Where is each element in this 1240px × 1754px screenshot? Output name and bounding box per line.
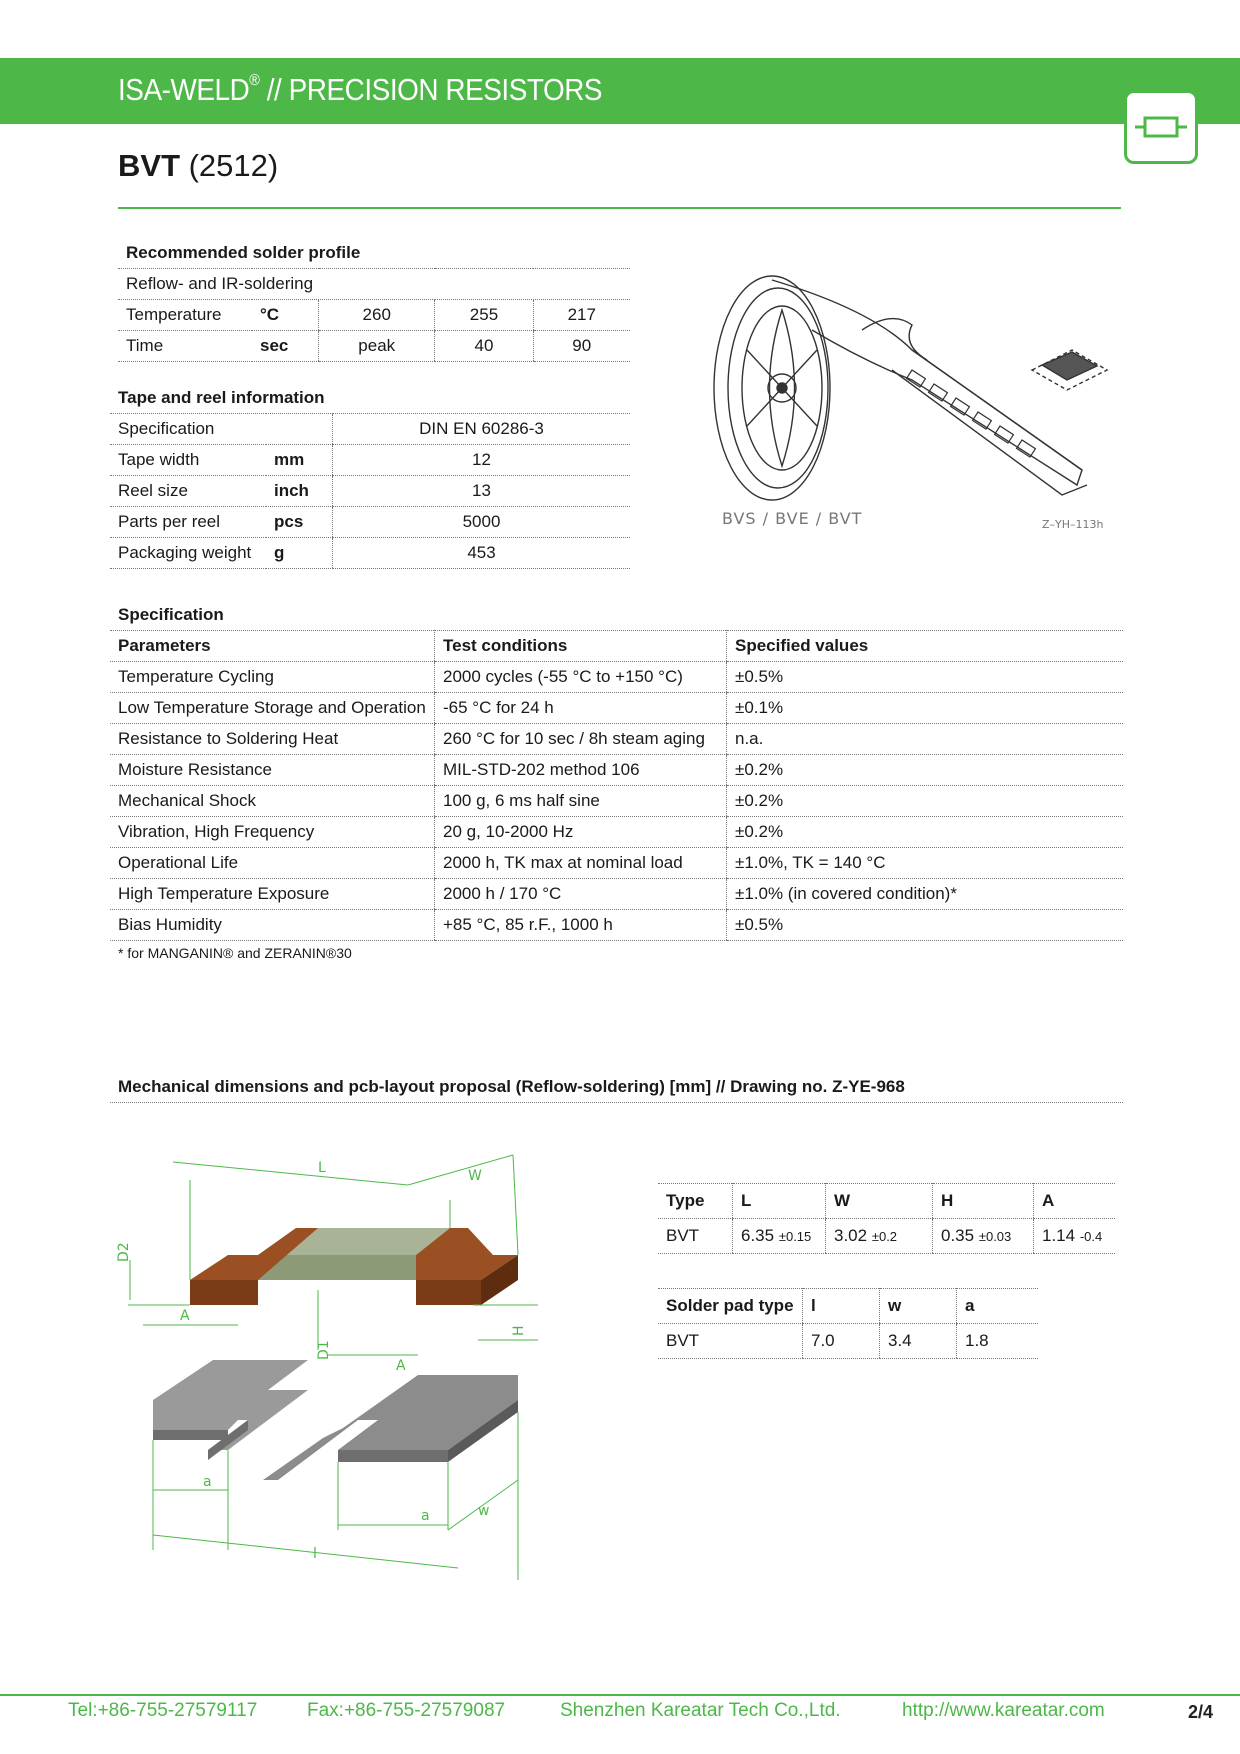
table-row: Packaging weight g 453 [110, 538, 630, 569]
solder-profile-table [118, 238, 630, 362]
table-row: Reel size inch 13 [110, 476, 630, 507]
table-row: BVT 6.35 ±0.15 3.02 ±0.2 0.35 ±0.03 1.14 -0.4 [658, 1219, 1115, 1254]
dim-label-A2: A [396, 1358, 406, 1374]
product-title: BVT (2512) [118, 148, 279, 183]
footer-fax: Fax:+86-755-27579087 [307, 1700, 506, 1721]
dim-label-a1: a [203, 1474, 212, 1490]
table-row: Mechanical Shock 100 g, 6 ms half sine ±0.2% [110, 786, 1123, 817]
table-row: Resistance to Soldering Heat 260 °C for 10 sec / 8h steam aging n.a. [110, 724, 1123, 755]
table-row: Time sec peak 40 90 [118, 331, 630, 362]
table-header-row: Parameters Test conditions Specified values [110, 631, 1123, 662]
table-row: Temperature °C 260 255 217 [118, 300, 630, 331]
solder-pad-section [658, 1288, 1038, 1359]
table-row: BVT 7.0 3.4 1.8 [658, 1324, 1038, 1359]
table-row: Low Temperature Storage and Operation -65 °C for 24 h ±0.1% [110, 693, 1123, 724]
specification-title: Specification [118, 605, 224, 624]
table-row: High Temperature Exposure 2000 h / 170 °C ±1.0% (in covered condition)* [110, 879, 1123, 910]
dim-label-L: L [318, 1160, 326, 1176]
dim-label-D1: D1 [316, 1340, 332, 1360]
dim-label-w: w [478, 1503, 490, 1519]
reel-code: Z–YH–113h [1042, 518, 1104, 531]
tape-reel-section [110, 383, 630, 569]
mechanical-title: Mechanical dimensions and pcb-layout proposal (Reflow-soldering) [mm] // Drawing no. Z-YE-968 [118, 1077, 905, 1096]
reel-caption: BVS / BVE / BVT [722, 509, 863, 528]
specification-footnote: * for MANGANIN® and ZERANIN®30 [118, 945, 352, 961]
solder-pads-drawing [153, 1360, 518, 1480]
tape-reel-title: Tape and reel information [110, 383, 630, 414]
table-row: Operational Life 2000 h, TK max at nominal load ±1.0%, TK = 140 °C [110, 848, 1123, 879]
table-row: Bias Humidity +85 °C, 85 r.F., 1000 h ±0.5% [110, 910, 1123, 941]
header-title: ISA-WELD® // PRECISION RESISTORS [118, 72, 603, 107]
table-row: Temperature Cycling 2000 cycles (-55 °C to +150 °C) ±0.5% [110, 662, 1123, 693]
mechanical-drawing [118, 1150, 548, 1580]
page-number: 2/4 [1188, 1702, 1214, 1722]
footer-company: Shenzhen Kareatar Tech Co.,Ltd. [560, 1700, 841, 1721]
tape-reel-drawing [712, 270, 1132, 540]
specification-section [110, 600, 1123, 961]
solder-method: Reflow- and IR-soldering [118, 269, 630, 300]
dim-label-A1: A [180, 1308, 190, 1324]
dimensions-section [658, 1183, 1115, 1254]
dimensions-table [658, 1183, 1115, 1254]
table-header-row: Solder pad type l w a [658, 1289, 1038, 1324]
dim-label-H: H [511, 1325, 527, 1336]
solder-profile-section [118, 238, 630, 362]
footer-url[interactable]: http://www.kareatar.com [902, 1700, 1105, 1721]
table-row: Moisture Resistance MIL-STD-202 method 106 ±0.2% [110, 755, 1123, 786]
solder-pad-table [658, 1288, 1038, 1359]
tape-reel-table [110, 383, 630, 569]
dim-label-a2: a [421, 1508, 430, 1524]
specification-table [110, 630, 1123, 941]
table-row: Parts per reel pcs 5000 [110, 507, 630, 538]
mechanical-section [110, 1072, 1123, 1103]
dim-label-W: W [468, 1168, 482, 1184]
resistor-logo-icon [1124, 90, 1198, 164]
table-header-row: Type L W H A [658, 1184, 1115, 1219]
solder-profile-title: Recommended solder profile [118, 238, 630, 269]
footer-divider [0, 1694, 1240, 1696]
table-row: Specification DIN EN 60286-3 [110, 414, 630, 445]
table-row: Vibration, High Frequency 20 g, 10-2000 Hz ±0.2% [110, 817, 1123, 848]
resistor-body-drawing [190, 1228, 518, 1305]
dim-label-D2: D2 [116, 1242, 132, 1262]
footer-tel: Tel:+86-755-27579117 [68, 1700, 258, 1721]
dim-label-l: l [313, 1546, 317, 1562]
table-row: Tape width mm 12 [110, 445, 630, 476]
title-divider [118, 207, 1121, 209]
